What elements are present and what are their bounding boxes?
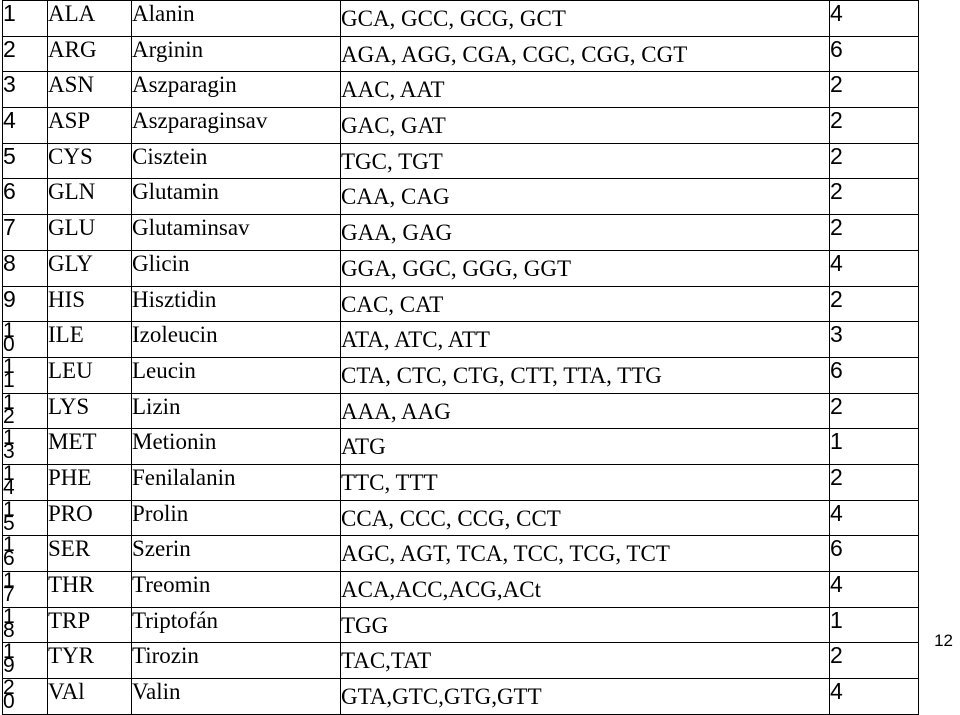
amino-acid-name: Arginin [132,36,341,72]
amino-acid-code: LEU [48,357,132,393]
row-number: 6 [3,179,48,215]
amino-acid-name: Leucin [132,357,341,393]
codon-count: 2 [830,108,919,144]
table-row [3,286,919,322]
amino-acid-code: VAl [48,679,132,715]
amino-acid-code: TYR [48,643,132,679]
row-number-text: 16 [3,535,15,571]
row-number [3,500,48,536]
table-body [3,1,919,715]
table-row [3,357,919,393]
table-row [3,250,919,286]
amino-acid-name: Hisztidin [132,286,341,322]
codon-count: 2 [830,643,919,679]
table-row [3,643,919,679]
codon-list: ATA, ATC, ATT [341,322,830,358]
amino-acid-code: ARG [48,36,132,72]
codon-list: CAA, CAG [341,179,830,215]
amino-acid-code: GLN [48,179,132,215]
amino-acid-code: SER [48,536,132,572]
codon-count: 4 [830,679,919,715]
amino-acid-name: Treomin [132,572,341,608]
codon-list: TAC,TAT [341,643,830,679]
row-number [3,607,48,643]
row-number: 3 [3,72,48,108]
codon-count: 3 [830,322,919,358]
row-number: 2 [3,36,48,72]
table-row [3,108,919,144]
amino-acid-code: MET [48,429,132,465]
codon-count: 6 [830,36,919,72]
table-row [3,393,919,429]
codon-count: 2 [830,143,919,179]
row-number [3,322,48,358]
row-number [3,679,48,715]
codon-list: GCA, GCC, GCG, GCT [341,1,830,37]
table-row [3,607,919,643]
table-row [3,500,919,536]
page-number: 12 [934,631,953,650]
table-row [3,143,919,179]
codon-count: 1 [830,429,919,465]
row-number-text: 14 [3,464,15,499]
amino-acid-code: ASN [48,72,132,108]
codon-list: GGA, GGC, GGG, GGT [341,250,830,286]
table-row [3,1,919,37]
codon-list: TGG [341,607,830,643]
table-row [3,429,919,465]
row-number: 4 [3,108,48,144]
table-row [3,464,919,500]
row-number-text: 13 [3,428,15,464]
amino-acid-name: Izoleucin [132,322,341,358]
amino-acid-code: PRO [48,500,132,536]
amino-acid-name: Fenilalanin [132,464,341,500]
row-number [3,572,48,608]
codon-list: CCA, CCC, CCG, CCT [341,500,830,536]
row-number [3,643,48,679]
codon-list: AGC, AGT, TCA, TCC, TCG, TCT [341,536,830,572]
row-number [3,393,48,429]
codon-list: TTC, TTT [341,464,830,500]
codon-count: 4 [830,250,919,286]
codon-count: 6 [830,357,919,393]
row-number-text: 11 [3,357,15,392]
amino-acid-name: Triptofán [132,607,341,643]
amino-acid-name: Szerin [132,536,341,572]
table-row [3,36,919,72]
amino-acid-name: Cisztein [132,143,341,179]
codon-list: ATG [341,429,830,465]
row-number [3,429,48,465]
amino-acid-name: Aszparaginsav [132,108,341,144]
amino-acid-name: Valin [132,679,341,715]
codon-count: 2 [830,464,919,500]
table-row [3,179,919,215]
amino-acid-table [2,0,919,715]
table-row [3,322,919,358]
table-row [3,536,919,572]
row-number-text: 12 [3,393,15,428]
codon-list: CTA, CTC, CTG, CTT, TTA, TTG [341,357,830,393]
codon-list: AGA, AGG, CGA, CGC, CGG, CGT [341,36,830,72]
row-number-text: 15 [3,500,15,535]
amino-acid-code: TRP [48,607,132,643]
row-number: 7 [3,215,48,251]
amino-acid-code: ALA [48,1,132,37]
row-number: 9 [3,286,48,322]
codon-count: 1 [830,607,919,643]
codon-count: 2 [830,393,919,429]
amino-acid-code: PHE [48,464,132,500]
row-number-text: 17 [3,571,15,606]
row-number: 1 [3,1,48,37]
amino-acid-code: THR [48,572,132,608]
amino-acid-name: Prolin [132,500,341,536]
row-number [3,464,48,500]
codon-count: 4 [830,1,919,37]
codon-count: 2 [830,179,919,215]
codon-count: 2 [830,286,919,322]
row-number: 5 [3,143,48,179]
codon-list: AAA, AAG [341,393,830,429]
row-number-text: 19 [3,642,15,678]
amino-acid-code: ILE [48,322,132,358]
codon-count: 4 [830,500,919,536]
row-number-text: 10 [3,321,15,357]
codon-list: GAA, GAG [341,215,830,251]
table-row [3,215,919,251]
table-row [3,72,919,108]
codon-count: 2 [830,215,919,251]
row-number-text: 20 [3,678,15,714]
codon-list: CAC, CAT [341,286,830,322]
codon-list: GTA,GTC,GTG,GTT [341,679,830,715]
amino-acid-name: Alanin [132,1,341,37]
amino-acid-code: ASP [48,108,132,144]
codon-list: ACA,ACC,ACG,ACt [341,572,830,608]
amino-acid-name: Glicin [132,250,341,286]
amino-acid-code: HIS [48,286,132,322]
codon-count: 4 [830,572,919,608]
amino-acid-code: CYS [48,143,132,179]
row-number-text: 18 [3,607,15,642]
row-number [3,536,48,572]
amino-acid-name: Metionin [132,429,341,465]
amino-acid-code: GLU [48,215,132,251]
table-row [3,572,919,608]
codon-list: AAC, AAT [341,72,830,108]
amino-acid-code: GLY [48,250,132,286]
row-number [3,357,48,393]
codon-count: 6 [830,536,919,572]
amino-acid-name: Glutaminsav [132,215,341,251]
codon-list: TGC, TGT [341,143,830,179]
amino-acid-name: Lizin [132,393,341,429]
amino-acid-name: Glutamin [132,179,341,215]
row-number: 8 [3,250,48,286]
codon-list: GAC, GAT [341,108,830,144]
amino-acid-name: Aszparagin [132,72,341,108]
table-row [3,679,919,715]
amino-acid-name: Tirozin [132,643,341,679]
codon-count: 2 [830,72,919,108]
amino-acid-code: LYS [48,393,132,429]
